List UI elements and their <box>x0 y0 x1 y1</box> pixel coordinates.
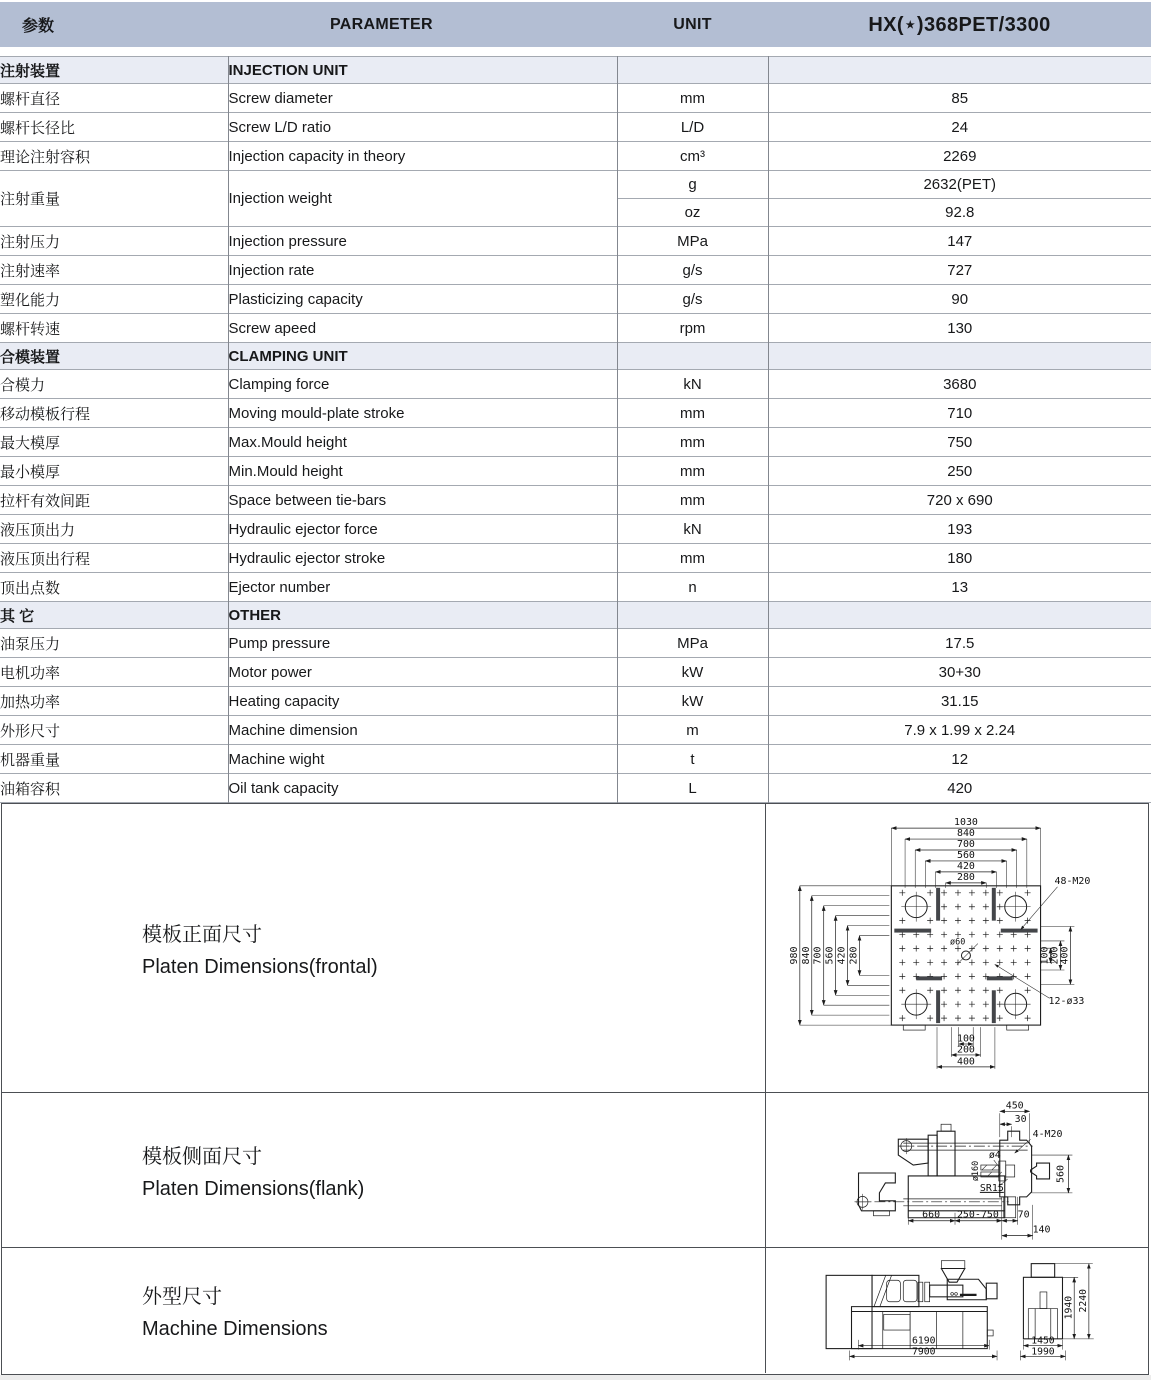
param-cn: 拉杆有效间距 <box>0 492 91 510</box>
unit-cell: mm <box>617 399 768 428</box>
param-cn: 加热功率 <box>0 693 61 711</box>
machine-end-view <box>1020 1264 1093 1361</box>
value-cell: 24 <box>768 113 1151 142</box>
header-param-en: PARAMETER <box>330 15 433 33</box>
unit-cell: kW <box>617 687 768 716</box>
header-unit: UNIT <box>673 15 712 33</box>
svg-text:7900: 7900 <box>912 1346 936 1358</box>
param-en: Pump pressure <box>228 629 617 658</box>
param-cn: 塑化能力 <box>0 291 61 309</box>
param-cn: 机器重量 <box>0 751 61 769</box>
unit-cell: kW <box>617 658 768 687</box>
value-cell: 2269 <box>768 142 1151 171</box>
section-name-cn: 合模装置 <box>0 343 228 370</box>
moving-platen-section <box>937 1131 955 1176</box>
svg-text:1990: 1990 <box>1031 1346 1055 1358</box>
diagram-panel <box>1 803 1149 1375</box>
section-unit-empty <box>617 343 768 370</box>
value-cell: 250 <box>768 457 1151 486</box>
param-cn: 最小模厚 <box>0 463 61 481</box>
unit-cell: t <box>617 745 768 774</box>
svg-text:280: 280 <box>848 946 860 965</box>
svg-text:4-M20: 4-M20 <box>1032 1129 1063 1141</box>
table-row <box>0 687 1151 716</box>
mould-bolt-note: 48-M20 <box>1054 875 1091 887</box>
param-cn: 移动模板行程 <box>0 405 91 423</box>
value-cell: 2632(PET) <box>768 171 1151 199</box>
svg-text:400: 400 <box>1059 946 1071 965</box>
table-row <box>0 629 1151 658</box>
diagram-row-machine <box>2 1247 1148 1373</box>
section-row <box>0 602 1151 629</box>
table-row <box>0 256 1151 285</box>
unit-cell: g/s <box>617 285 768 314</box>
value-cell: 30+30 <box>768 658 1151 687</box>
table-row <box>0 716 1151 745</box>
diagram-label-frontal <box>2 804 766 1092</box>
section-unit-empty <box>617 57 768 84</box>
value-cell: 147 <box>768 227 1151 256</box>
svg-text:250-750: 250-750 <box>956 1209 999 1221</box>
frontal-bottom-dims <box>937 1027 995 1069</box>
svg-text:560: 560 <box>1055 1165 1067 1183</box>
param-cn: 注射速率 <box>0 262 61 280</box>
param-cn: 注射压力 <box>0 233 61 251</box>
header-model: HX(⋆)368PET/3300 <box>868 14 1051 36</box>
unit-cell: L <box>617 774 768 803</box>
value-cell: 193 <box>768 515 1151 544</box>
unit-cell: m <box>617 716 768 745</box>
table-row <box>0 486 1151 515</box>
param-en: Screw L/D ratio <box>228 113 617 142</box>
unit-cell: kN <box>617 370 768 399</box>
unit-cell: mm <box>617 544 768 573</box>
svg-text:2240: 2240 <box>1077 1289 1089 1313</box>
value-cell: 90 <box>768 285 1151 314</box>
value-cell: 727 <box>768 256 1151 285</box>
svg-text:200: 200 <box>956 1044 975 1056</box>
svg-text:ø160: ø160 <box>969 1160 980 1182</box>
param-en: Injection pressure <box>228 227 617 256</box>
spec-table-body <box>0 57 1151 803</box>
table-row <box>0 142 1151 171</box>
table-row <box>0 399 1151 428</box>
param-en: Hydraulic ejector stroke <box>228 544 617 573</box>
platen-frontal-drawing <box>766 804 1148 1092</box>
param-en: Heating capacity <box>228 687 617 716</box>
unit-cell: L/D <box>617 113 768 142</box>
diagram-title-cn: 模板侧面尺寸 <box>142 1145 262 1168</box>
table-row <box>0 774 1151 803</box>
svg-text:30: 30 <box>1014 1114 1027 1126</box>
param-cn: 油泵压力 <box>0 635 61 653</box>
frontal-top-dims <box>891 817 1040 888</box>
svg-text:700: 700 <box>956 839 975 851</box>
table-row <box>0 171 1151 199</box>
diagram-title-en: Machine Dimensions <box>142 1318 328 1340</box>
section-value-empty <box>768 602 1151 629</box>
svg-text:980: 980 <box>788 946 800 965</box>
section-name-cn: 注射装置 <box>0 57 228 84</box>
svg-text:560: 560 <box>956 849 975 861</box>
unit-cell: g/s <box>617 256 768 285</box>
carriage-plate <box>928 1135 937 1176</box>
value-cell: 13 <box>768 573 1151 602</box>
param-en: Moving mould-plate stroke <box>228 399 617 428</box>
section-name-en: OTHER <box>228 602 617 629</box>
svg-text:140: 140 <box>1032 1224 1051 1236</box>
unit-cell: n <box>617 573 768 602</box>
svg-text:560: 560 <box>824 946 836 965</box>
nozzle-detail <box>981 1161 1050 1181</box>
table-row <box>0 515 1151 544</box>
section-row <box>0 343 1151 370</box>
table-row <box>0 84 1151 113</box>
svg-text:420: 420 <box>956 860 975 872</box>
value-cell: 720 x 690 <box>768 486 1151 515</box>
unit-cell: MPa <box>617 227 768 256</box>
unit-cell: mm <box>617 84 768 113</box>
machine-drawing <box>766 1248 1148 1373</box>
table-header-band <box>0 2 1151 47</box>
table-row <box>0 457 1151 486</box>
section-unit-empty <box>617 602 768 629</box>
param-en: Min.Mould height <box>228 457 617 486</box>
unit-cell: cm³ <box>617 142 768 171</box>
svg-text:70: 70 <box>1017 1209 1030 1221</box>
value-cell: 17.5 <box>768 629 1151 658</box>
diagram-title-en: Platen Dimensions(frontal) <box>142 955 378 978</box>
diagram-title-en: Platen Dimensions(flank) <box>142 1177 365 1200</box>
table-row <box>0 658 1151 687</box>
diagram-title-cn: 模板正面尺寸 <box>142 923 262 946</box>
param-en: Injection capacity in theory <box>228 142 617 171</box>
table-row <box>0 745 1151 774</box>
unit-cell: oz <box>617 199 768 227</box>
param-en: Screw diameter <box>228 84 617 113</box>
tie-bar-lines <box>903 1143 1027 1206</box>
section-name-en: CLAMPING UNIT <box>228 343 617 370</box>
frontal-left-dims <box>789 886 892 1025</box>
param-cn: 顶出点数 <box>0 579 61 597</box>
unit-cell: g <box>617 171 768 199</box>
section-value-empty <box>768 57 1151 84</box>
value-cell: 3680 <box>768 370 1151 399</box>
param-en: Machine dimension <box>228 716 617 745</box>
svg-text:840: 840 <box>800 946 812 965</box>
svg-text:840: 840 <box>956 828 975 840</box>
frontal-right-dims <box>1040 927 1075 985</box>
param-cn: 最大模厚 <box>0 434 61 452</box>
param-en: Clamping force <box>228 370 617 399</box>
diagram-label-machine <box>2 1248 766 1373</box>
svg-text:700: 700 <box>812 946 824 965</box>
unit-cell: mm <box>617 486 768 515</box>
param-en: Screw apeed <box>228 314 617 343</box>
value-cell: 85 <box>768 84 1151 113</box>
unit-cell: rpm <box>617 314 768 343</box>
table-row <box>0 285 1151 314</box>
platen-flank-drawing <box>766 1093 1148 1247</box>
param-en: Space between tie-bars <box>228 486 617 515</box>
diagram-row-flank <box>2 1092 1148 1247</box>
param-cn: 螺杆长径比 <box>0 119 76 137</box>
table-row <box>0 314 1151 343</box>
param-cn: 理论注射容积 <box>0 148 91 166</box>
table-row <box>0 544 1151 573</box>
param-cn: 螺杆直径 <box>0 90 61 108</box>
param-cn: 电机功率 <box>0 664 61 682</box>
section-value-empty <box>768 343 1151 370</box>
table-row <box>0 370 1151 399</box>
header-param-cn: 参数 <box>22 18 55 35</box>
value-cell: 92.8 <box>768 199 1151 227</box>
page-bottom-strip <box>0 1375 1151 1380</box>
param-en: Machine wight <box>228 745 617 774</box>
base-bracket <box>859 1173 896 1211</box>
table-row <box>0 428 1151 457</box>
value-cell: 130 <box>768 314 1151 343</box>
param-cn: 液压顶出行程 <box>0 550 91 568</box>
spec-table <box>0 56 1151 803</box>
svg-text:100: 100 <box>1039 946 1051 965</box>
value-cell: 7.9 x 1.99 x 2.24 <box>768 716 1151 745</box>
diagram-label-flank <box>2 1093 766 1247</box>
param-cn: 合模力 <box>0 376 46 394</box>
param-cn: 注射重量 <box>0 191 61 208</box>
param-cn: 液压顶出力 <box>0 521 76 539</box>
param-en: Ejector number <box>228 573 617 602</box>
value-cell: 31.15 <box>768 687 1151 716</box>
svg-text:100: 100 <box>956 1033 975 1045</box>
unit-cell: kN <box>617 515 768 544</box>
svg-text:660: 660 <box>922 1209 941 1221</box>
svg-text:SR15: SR15 <box>979 1182 1004 1194</box>
svg-text:420: 420 <box>836 946 848 965</box>
diagram-title-cn: 外型尺寸 <box>142 1286 222 1308</box>
svg-text:1940: 1940 <box>1063 1295 1075 1320</box>
param-cn: 外形尺寸 <box>0 722 61 740</box>
center-hole-label: ø60 <box>950 936 966 947</box>
svg-text:1450: 1450 <box>1031 1335 1055 1347</box>
value-cell: 420 <box>768 774 1151 803</box>
svg-text:6190: 6190 <box>912 1335 936 1347</box>
param-en: Plasticizing capacity <box>228 285 617 314</box>
value-cell: 710 <box>768 399 1151 428</box>
param-en: Max.Mould height <box>228 428 617 457</box>
table-row <box>0 227 1151 256</box>
machine-side-view <box>826 1261 997 1361</box>
table-row <box>0 113 1151 142</box>
ejector-hole-note: 12-ø33 <box>1048 996 1085 1008</box>
param-en: Injection weight <box>228 171 617 227</box>
value-cell: 12 <box>768 745 1151 774</box>
param-cn: 油箱容积 <box>0 780 61 798</box>
param-en: Injection rate <box>228 256 617 285</box>
param-en: Oil tank capacity <box>228 774 617 803</box>
table-row <box>0 573 1151 602</box>
value-cell: 180 <box>768 544 1151 573</box>
svg-text:450: 450 <box>1005 1100 1024 1112</box>
section-row <box>0 57 1151 84</box>
svg-text:1030: 1030 <box>953 817 978 829</box>
svg-text:ø4: ø4 <box>988 1150 1001 1162</box>
frontal-annotations <box>995 876 1091 1007</box>
diagram-row-frontal <box>2 804 1148 1092</box>
value-cell: 750 <box>768 428 1151 457</box>
section-name-en: INJECTION UNIT <box>228 57 617 84</box>
section-name-cn: 其 它 <box>0 602 228 629</box>
svg-text:200: 200 <box>1049 946 1061 965</box>
param-cn: 螺杆转速 <box>0 320 61 338</box>
svg-text:280: 280 <box>956 871 975 883</box>
unit-cell: mm <box>617 428 768 457</box>
unit-cell: mm <box>617 457 768 486</box>
svg-text:400: 400 <box>956 1056 975 1068</box>
param-en: Motor power <box>228 658 617 687</box>
param-en: Hydraulic ejector force <box>228 515 617 544</box>
unit-cell: MPa <box>617 629 768 658</box>
